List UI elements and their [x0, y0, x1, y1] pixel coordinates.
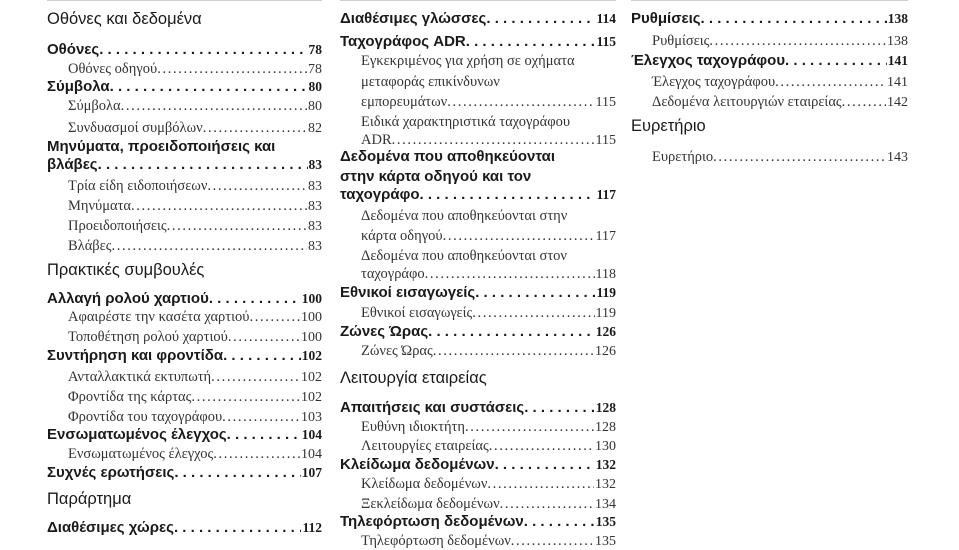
entry-title: Ενσωματωμένος έλεγχος [68, 446, 214, 462]
dot-leader [99, 41, 307, 58]
entry-title: Ειδικά χαρακτηριστικά ταχογράφου [361, 114, 571, 130]
entry-title: ADR [361, 132, 392, 148]
entry-title: Συχνές ερωτήσεις [47, 464, 175, 481]
entry-title: μεταφοράς επικίνδυνων [361, 74, 500, 90]
dot-leader [174, 519, 302, 536]
chapter-entry [47, 519, 322, 536]
page-number: 83 [308, 239, 322, 254]
dot-leader [112, 238, 307, 255]
subentry [340, 533, 616, 550]
page-number: 141 [887, 75, 908, 90]
entry-title: Φροντίδα του ταχογράφου [68, 409, 223, 425]
page-number: 134 [595, 497, 616, 512]
page-number: 135 [595, 534, 616, 549]
dot-leader [392, 132, 595, 149]
page-number: 132 [595, 457, 616, 472]
page-number: 119 [595, 306, 616, 321]
page-number: 135 [595, 514, 616, 529]
subentry [340, 94, 616, 111]
dot-leader [157, 61, 307, 78]
entry-title: Διαθέσιμες χώρες [47, 519, 174, 536]
page-number: 115 [596, 34, 616, 49]
dot-leader [167, 218, 307, 235]
chapter-entry [340, 168, 616, 185]
entry-title: Συντήρηση και φροντίδα [47, 347, 224, 364]
entry-title: Ζώνες Ώρας [340, 323, 429, 340]
subentry [47, 238, 322, 255]
entry-title: Ταχογράφος ADR [340, 33, 466, 50]
entry-title: Ρυθμίσεις [631, 10, 701, 27]
entry-title: Τοποθέτηση ρολού χαρτιού [68, 329, 228, 345]
page-number: 78 [308, 42, 322, 57]
entry-title: Σύμβολα [47, 78, 110, 95]
subentry [340, 305, 616, 322]
dot-leader [98, 156, 308, 173]
dot-leader [131, 198, 307, 215]
subentry [47, 389, 322, 406]
chapter-entry [340, 186, 616, 203]
subentry [340, 74, 616, 91]
entry-title: Τρία είδη ειδοποιήσεων [68, 178, 208, 194]
page-number: 119 [596, 285, 616, 300]
entry-title: Μηνύματα [68, 198, 132, 214]
page-number: 100 [301, 310, 322, 325]
subentry [47, 198, 322, 215]
top-rule-middle [340, 0, 616, 1]
chapter-entry [47, 290, 322, 307]
dot-leader [209, 290, 301, 307]
subentry [340, 419, 616, 436]
dot-leader [191, 389, 300, 406]
page-number: 128 [595, 400, 616, 415]
top-rule-left [47, 0, 322, 1]
entry-title: Εθνικοί εισαγωγείς [340, 284, 476, 301]
chapter-entry [47, 78, 322, 95]
page-number: 128 [595, 420, 616, 435]
section-heading [47, 261, 322, 280]
chapter-entry [340, 148, 616, 165]
chapter-entry [340, 284, 616, 301]
dot-leader [495, 456, 595, 473]
page-number: 117 [596, 187, 616, 202]
entry-title: Ζώνες Ώρας [361, 343, 433, 359]
subentry [47, 218, 322, 235]
entry-title: Εγκεκριμένος για χρήση σε οχήματα [361, 53, 575, 69]
page-number: 80 [308, 99, 322, 114]
entry-title: Δεδομένα που αποθηκεύονται στην [361, 208, 568, 224]
page-number: 104 [301, 447, 322, 462]
subentry [340, 438, 616, 455]
page-number: 117 [595, 229, 616, 244]
subentry [47, 98, 322, 115]
page-number: 142 [887, 95, 908, 110]
dot-leader [227, 426, 301, 443]
entry-title: Τηλεφόρτωση δεδομένων [340, 513, 524, 530]
chapter-entry [340, 10, 616, 27]
top-rule-right [631, 0, 908, 1]
subentry [47, 61, 322, 78]
entry-title: Ρυθμίσεις [652, 33, 710, 49]
subentry [47, 329, 322, 346]
chapter-entry [47, 426, 322, 443]
page-number: 83 [308, 157, 322, 172]
entry-title: Πρακτικές συμβουλές [47, 261, 205, 279]
page-number: 118 [595, 267, 616, 282]
page-number: 83 [308, 179, 322, 194]
section-heading [47, 490, 322, 509]
entry-title: Προειδοποιήσεις [68, 218, 167, 234]
entry-title: Φροντίδα της κάρτας [68, 389, 192, 405]
entry-title: στην κάρτα οδηγού και τον [340, 168, 532, 185]
page-number: 115 [595, 133, 616, 148]
page-number: 130 [595, 439, 616, 454]
dot-leader [524, 399, 595, 416]
page-number: 107 [301, 465, 322, 480]
entry-title: Αφαιρέστε την κασέτα χαρτιού [68, 309, 250, 325]
section-heading [631, 117, 908, 136]
chapter-entry [47, 41, 322, 58]
subentry [631, 94, 908, 111]
subentry [47, 120, 322, 137]
subentry [47, 409, 322, 426]
entry-title: Λειτουργίες εταιρείας [361, 438, 489, 454]
chapter-entry [340, 323, 616, 340]
dot-leader [472, 305, 594, 322]
page-number: 126 [595, 324, 616, 339]
section-heading [340, 369, 616, 388]
dot-leader [475, 284, 595, 301]
dot-leader [500, 496, 594, 513]
page-number: 102 [301, 390, 322, 405]
entry-title: εμπορευμάτων [361, 94, 448, 110]
section-heading [47, 10, 322, 29]
dot-leader [443, 228, 595, 245]
subentry [47, 309, 322, 326]
entry-title: Κλείδωμα δεδομένων [361, 476, 488, 492]
entry-title: Κλείδωμα δεδομένων [340, 456, 495, 473]
chapter-entry [340, 513, 616, 530]
entry-title: Ευρετήριο [652, 149, 714, 165]
subentry [340, 228, 616, 245]
dot-leader [228, 329, 300, 346]
subentry [631, 74, 908, 91]
entry-title: Αλλαγή ρολού χαρτιού [47, 290, 209, 307]
chapter-entry [47, 347, 322, 364]
chapter-entry [631, 52, 908, 69]
dot-leader [222, 409, 300, 426]
entry-title: Έλεγχος ταχογράφου [631, 52, 786, 69]
chapter-entry [47, 464, 322, 481]
subentry [47, 369, 322, 386]
dot-leader [486, 10, 595, 27]
entry-title: Διαθέσιμες γλώσσες [340, 10, 487, 27]
dot-leader [425, 266, 595, 283]
subentry [340, 496, 616, 513]
entry-title: Συνδυασμοί συμβόλων [68, 120, 203, 136]
page-number: 83 [308, 219, 322, 234]
dot-leader [211, 369, 300, 386]
entry-title: Λειτουργία εταιρείας [340, 369, 487, 387]
subentry [340, 266, 616, 283]
entry-title: Παράρτημα [47, 490, 132, 508]
entry-title: Σύμβολα [68, 98, 121, 114]
subentry [340, 132, 616, 149]
page-number: 102 [301, 370, 322, 385]
dot-leader [203, 120, 307, 137]
dot-leader [213, 446, 300, 463]
entry-title: Ξεκλείδωμα δεδομένων [361, 496, 500, 512]
entry-title: βλάβες [47, 156, 98, 173]
page-number: 115 [595, 95, 616, 110]
subentry [631, 33, 908, 50]
entry-title: Βλάβες [68, 238, 112, 254]
dot-leader [207, 178, 307, 195]
chapter-entry [47, 156, 322, 173]
entry-title: Ανταλλακτικά εκτυπωτή [68, 369, 212, 385]
dot-leader [223, 347, 301, 364]
dot-leader [428, 323, 595, 340]
chapter-entry [631, 10, 908, 27]
dot-leader [420, 186, 596, 203]
dot-leader [447, 94, 594, 111]
dot-leader [775, 74, 886, 91]
page-number: 102 [301, 348, 322, 363]
dot-leader [249, 309, 300, 326]
page-number: 80 [308, 79, 322, 94]
page-number: 82 [308, 121, 322, 136]
entry-title: Οθόνες και δεδομένα [47, 10, 202, 28]
page-number: 112 [302, 520, 322, 535]
dot-leader [110, 78, 308, 95]
entry-title: Εθνικοί εισαγωγείς [361, 305, 473, 321]
chapter-entry [340, 399, 616, 416]
page-number: 126 [595, 344, 616, 359]
entry-title: κάρτα οδηγού [361, 228, 443, 244]
dot-leader [489, 438, 594, 455]
dot-leader [121, 98, 307, 115]
dot-leader [487, 476, 594, 493]
entry-title: Οθόνες [47, 41, 100, 58]
entry-title: Οθόνες οδηγού [68, 61, 158, 77]
page-number: 143 [887, 150, 908, 165]
entry-title: Έλεγχος ταχογράφου [652, 74, 776, 90]
entry-title: Τηλεφόρτωση δεδομένων [361, 533, 511, 549]
subentry [340, 114, 616, 131]
entry-title: Μηνύματα, προειδοποιήσεις και [47, 138, 276, 155]
dot-leader [701, 10, 887, 27]
page-number: 141 [887, 53, 908, 68]
dot-leader [842, 94, 886, 111]
page-number: 138 [887, 34, 908, 49]
entry-title: ταχογράφο [340, 186, 420, 203]
subentry [340, 53, 616, 70]
page-number: 100 [301, 291, 322, 306]
dot-leader [524, 513, 595, 530]
dot-leader [466, 33, 596, 50]
entry-title: Ευθύνη ιδιοκτήτη [361, 419, 465, 435]
dot-leader [785, 52, 887, 69]
dot-leader [174, 464, 300, 481]
subentry [340, 208, 616, 225]
subentry [340, 476, 616, 493]
page-number: 100 [301, 330, 322, 345]
entry-title: ταχογράφο [361, 266, 425, 282]
entry-title: Ενσωματωμένος έλεγχος [47, 426, 227, 443]
subentry [340, 343, 616, 360]
chapter-entry [340, 33, 616, 50]
page-number: 83 [308, 199, 322, 214]
entry-title: Δεδομένα λειτουργιών εταιρείας [652, 94, 842, 110]
subentry [340, 248, 616, 265]
page-number: 103 [301, 410, 322, 425]
page-number: 114 [596, 11, 616, 26]
entry-title: Ευρετήριο [631, 117, 706, 135]
chapter-entry [47, 138, 322, 155]
subentry [47, 178, 322, 195]
entry-title: Απαιτήσεις και συστάσεις [340, 399, 525, 416]
dot-leader [433, 343, 594, 360]
dot-leader [713, 149, 886, 166]
subentry [47, 446, 322, 463]
page-number: 78 [308, 62, 322, 77]
chapter-entry [340, 456, 616, 473]
entry-title: Δεδομένα που αποθηκεύονται [340, 148, 556, 165]
page-number: 138 [887, 11, 908, 26]
page-number: 104 [301, 427, 322, 442]
subentry [631, 149, 908, 166]
dot-leader [465, 419, 594, 436]
entry-title: Δεδομένα που αποθηκεύονται στον [361, 248, 567, 264]
dot-leader [511, 533, 594, 550]
page-number: 132 [595, 477, 616, 492]
dot-leader [709, 33, 886, 50]
